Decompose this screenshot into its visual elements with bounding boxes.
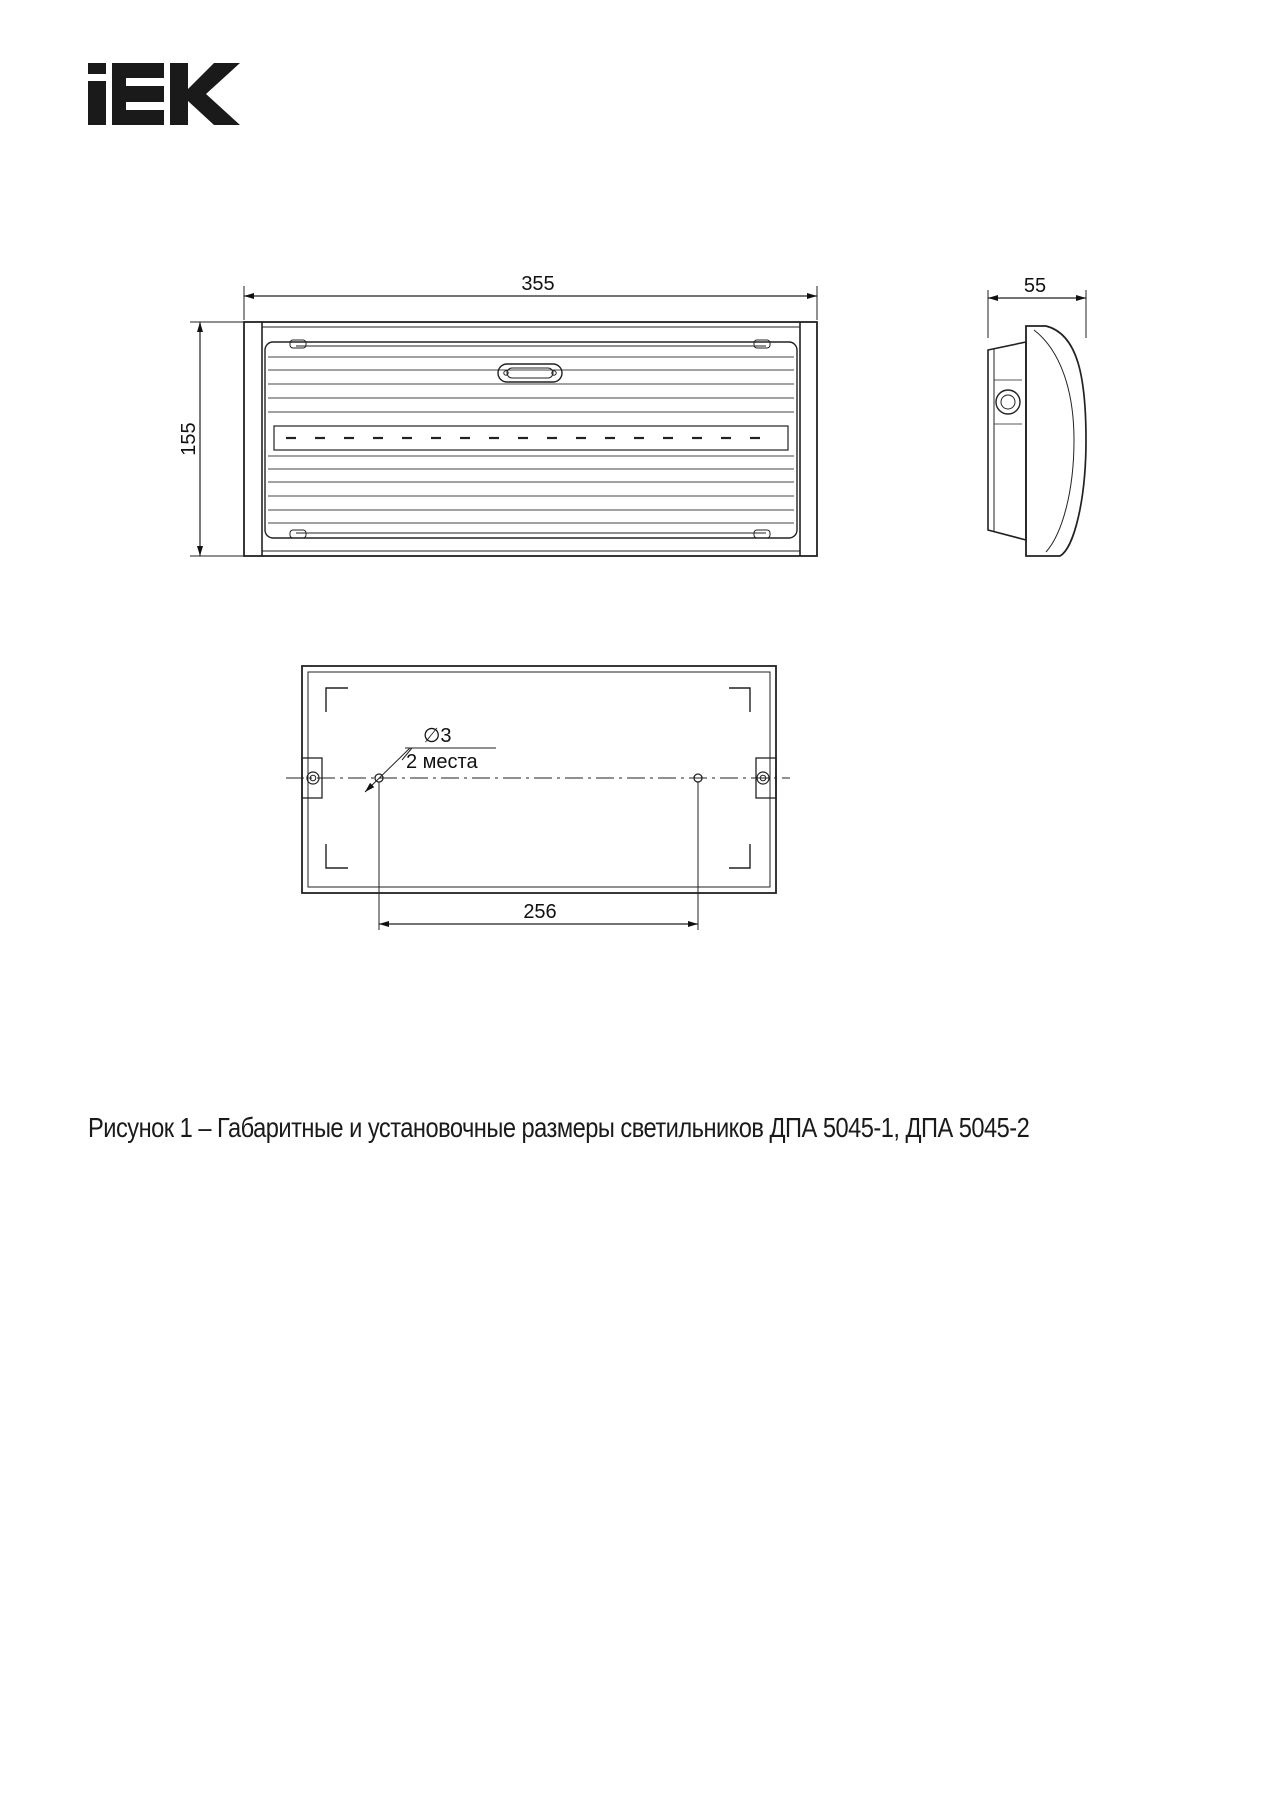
back-view xyxy=(286,666,790,930)
indicator-window xyxy=(498,364,562,382)
width-label: 355 xyxy=(521,273,555,295)
side-view xyxy=(988,290,1086,556)
hole-diameter-label: ∅3 xyxy=(423,725,452,747)
front-view xyxy=(190,286,817,556)
cable-entry xyxy=(996,390,1020,414)
hole-count-label: 2 места xyxy=(406,751,478,773)
spacing-label: 256 xyxy=(523,901,557,923)
figure-caption: Рисунок 1 – Габаритные и установочные размеры светильников ДПА 5045-1, ДПА 5045-2 xyxy=(88,1112,1030,1143)
depth-label: 55 xyxy=(1023,275,1047,297)
height-label: 155 xyxy=(178,422,200,456)
